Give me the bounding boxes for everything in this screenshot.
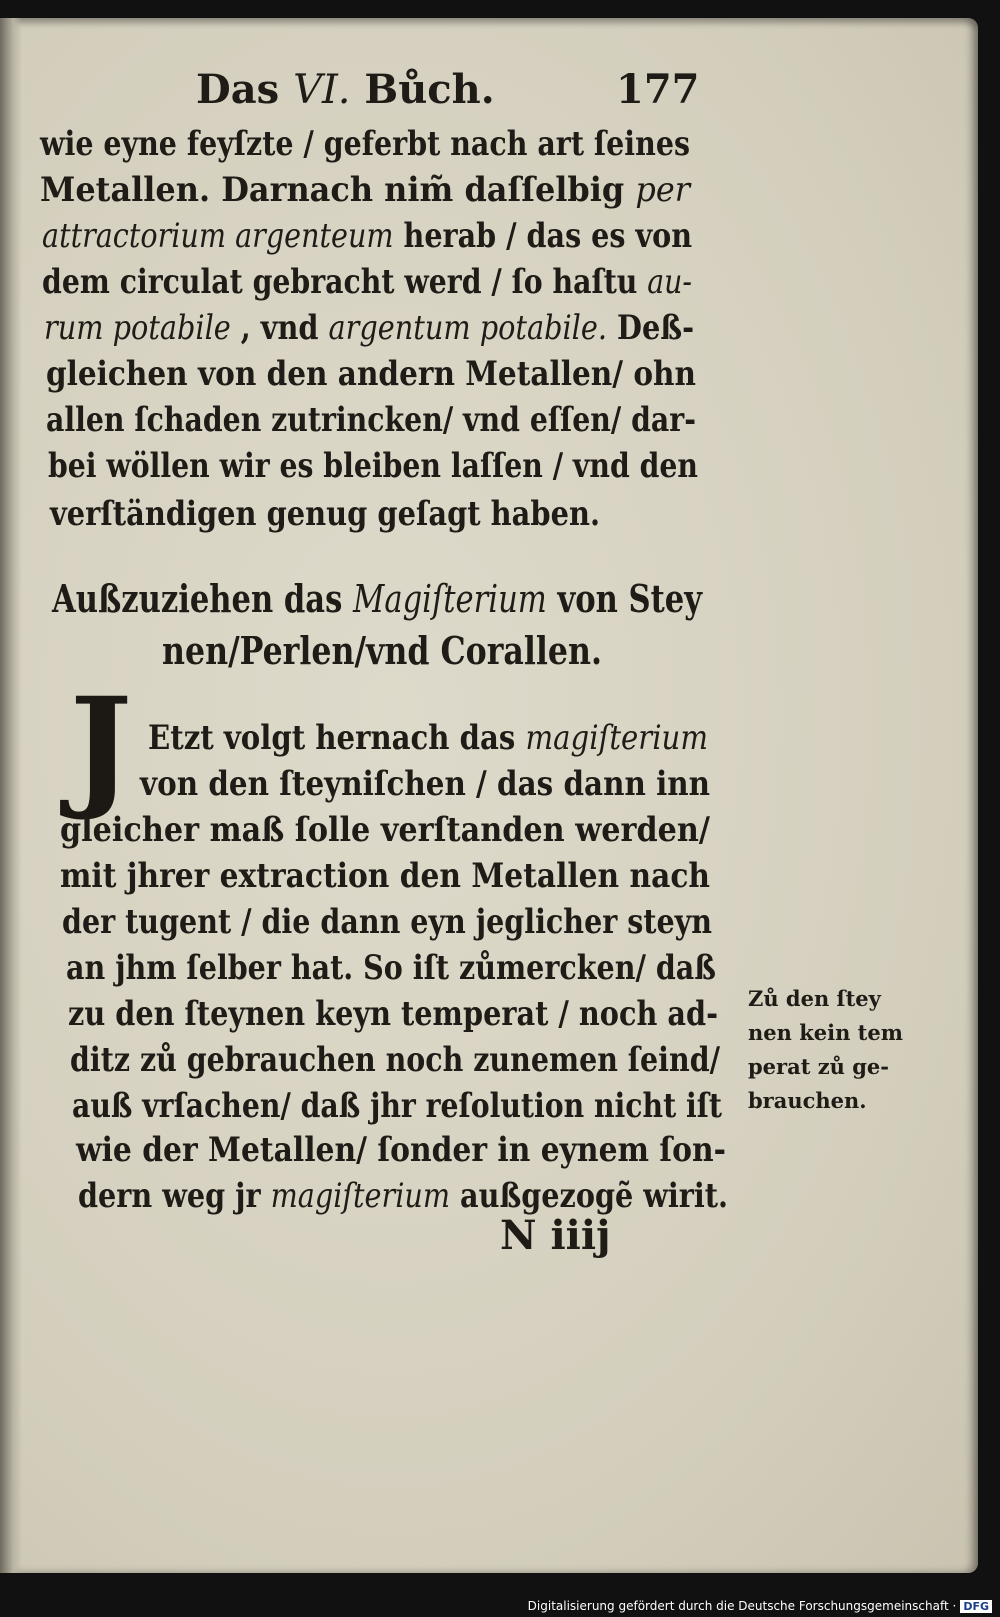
text-run: an jhm ſelber hat. So iſt zůmercken/ daß	[66, 948, 716, 988]
text-line	[72, 1084, 722, 1128]
text-line	[42, 214, 692, 258]
text-line	[66, 946, 716, 990]
text-run: gleicher maß ſolle verſtanden werden/	[60, 810, 710, 850]
text-line	[78, 1174, 728, 1218]
text-run: auß vrſachen/ daß jhr reſolution nicht iſt	[72, 1086, 722, 1126]
running-header	[196, 66, 716, 126]
text-run: außgezogẽ wirit.	[450, 1176, 728, 1216]
header-title-prefix: Das	[196, 66, 294, 113]
text-line	[40, 122, 690, 166]
text-run: von Stey	[546, 576, 702, 621]
text-line	[50, 492, 600, 536]
text-line	[44, 306, 694, 350]
latin-term: magiſterium	[525, 718, 708, 758]
text-run: gleichen von den andern Metallen/ ohn	[46, 354, 696, 394]
text-line	[148, 716, 708, 760]
text-line	[46, 398, 696, 442]
heading-line	[52, 574, 702, 624]
margin-note-line: perat zů ge-	[748, 1054, 889, 1079]
digitization-credit	[528, 1599, 992, 1613]
text-run: allen ſchaden zutrincken/ vnd eſſen/ dar-	[46, 400, 696, 440]
text-line	[140, 762, 710, 806]
latin-term: rum potabile	[44, 308, 231, 348]
latin-term: attractorium argenteum	[42, 216, 394, 256]
text-line	[46, 352, 696, 396]
text-run: dem circulat gebracht werd / ſo haſtu	[42, 262, 648, 302]
text-line	[60, 854, 710, 898]
latin-term: per	[635, 170, 690, 210]
signature-mark: N iiij	[500, 1212, 611, 1259]
decorated-initial: J	[69, 669, 133, 824]
latin-term: argentum potabile.	[328, 308, 608, 348]
credit-text: Digitalisierung gefördert durch die Deutsche Forschungsgemeinschaft ·	[527, 1599, 957, 1613]
text-run: dern weg jr	[78, 1176, 271, 1216]
text-run: von den ſteyniſchen / das dann inn	[140, 764, 710, 804]
text-run: der tugent / die dann eyn jeglicher steyn	[62, 902, 712, 942]
text-line	[40, 168, 690, 212]
text-run: Außzuziehen das	[52, 576, 354, 621]
page-gutter-shadow	[0, 18, 22, 1573]
dfg-logo: DFG	[960, 1600, 992, 1613]
text-line	[70, 1038, 720, 1082]
latin-term: Magiſterium	[353, 577, 547, 621]
text-run: wie eyne feyſzte / geferbt nach art ſeines	[40, 124, 690, 164]
header-title	[196, 66, 495, 113]
text-line	[48, 444, 698, 488]
margin-note-line: Zů den ſtey	[748, 986, 881, 1011]
text-run: nen/Perlen/vnd Corallen.	[162, 628, 602, 673]
text-line	[76, 1128, 726, 1172]
latin-term: magiſterium	[270, 1176, 451, 1216]
text-run: ditz zů gebrauchen noch zunemen ſeind/	[70, 1040, 720, 1080]
heading-line	[162, 626, 602, 676]
margin-note-line: brauchen.	[748, 1088, 867, 1113]
text-run: Deß-	[607, 308, 694, 348]
text-line	[62, 900, 712, 944]
text-run: herab / das es von	[393, 216, 692, 256]
header-title-roman: VI.	[293, 67, 351, 113]
text-run: wie der Metallen/ ſonder in eynem ſon-	[76, 1130, 726, 1170]
text-run: Etzt volgt hernach das	[148, 718, 526, 758]
page-number: 177	[616, 66, 700, 113]
text-run: verſtändigen genug geſagt haben.	[50, 494, 600, 534]
text-line	[60, 808, 710, 852]
text-run: , vnd	[230, 308, 329, 348]
text-line	[42, 260, 692, 304]
latin-term: au-	[647, 262, 692, 302]
text-run: zu den ſteynen keyn temperat / noch ad-	[68, 994, 718, 1034]
header-title-suffix: Bůch.	[350, 66, 495, 113]
text-run: mit jhrer extraction den Metallen nach	[60, 856, 710, 896]
text-run: Metallen. Darnach nim̃ daſſelbig	[40, 170, 636, 210]
text-line	[68, 992, 718, 1036]
margin-note	[748, 982, 903, 1118]
text-run: bei wöllen wir es bleiben laſſen / vnd den	[48, 446, 698, 486]
margin-note-line: nen kein tem	[748, 1020, 903, 1045]
